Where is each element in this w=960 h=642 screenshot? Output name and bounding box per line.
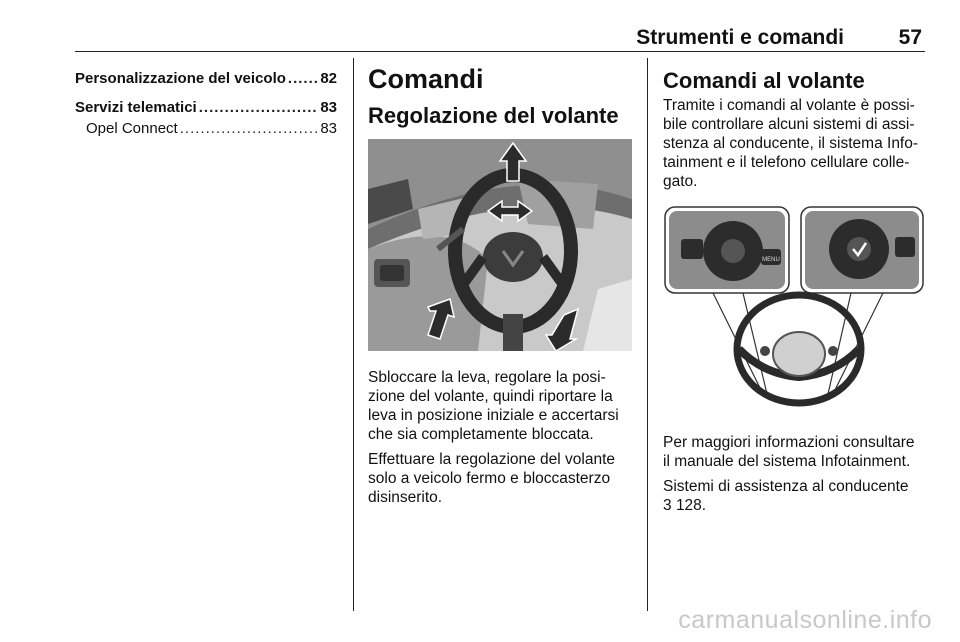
column-divider: [353, 58, 354, 611]
reference-paragraph: [663, 477, 928, 515]
steering-adjustment-column: [368, 62, 638, 507]
toc-leader-dots: [288, 68, 318, 89]
toc-entry-page: 83: [320, 99, 337, 116]
toc-leader-dots: [180, 118, 319, 139]
reference-text: Sistemi di assistenza al conducente: [663, 478, 909, 495]
steering-wheel-controls-illustration: [663, 199, 927, 419]
watermark: carmanualsonline.info: [678, 606, 932, 634]
table-of-contents: [75, 68, 337, 139]
page-reference-number: 128.: [675, 497, 707, 514]
toc-entry[interactable]: [75, 97, 337, 118]
section-heading: Comandi: [368, 64, 484, 94]
toc-entry[interactable]: [75, 118, 337, 139]
column-divider: [647, 58, 648, 611]
menu-button-label: MENU: [762, 257, 780, 263]
subsection-heading: Regolazione del volante: [368, 103, 619, 128]
header-rule: [75, 51, 925, 52]
steering-wheel-adjustment-illustration: [368, 139, 632, 351]
toc-leader-dots: [199, 97, 319, 118]
instruction-paragraph: Sbloccare la leva, regolare la posi- zione del volante, quindi riportare la leva in posizione iniziale e accertarsi che sia completamente bloccata.: [368, 369, 619, 443]
page-reference-arrow-icon: 3: [663, 497, 672, 514]
section-heading: Comandi al volante: [663, 68, 865, 93]
instruction-paragraph: Effettuare la regolazione del volante solo a veicolo fermo e bloccasterzo disinserito.: [368, 451, 616, 506]
intro-paragraph: Tramite i comandi al volante è possi- bile controllare alcuni sistemi di assi- stenza al conducente, il sistema Info- tainment e il telefono cellulare colle- gato.: [663, 97, 919, 190]
section-title: Strumenti e comandi: [636, 26, 844, 49]
toc-entry[interactable]: [75, 68, 337, 89]
toc-entry-page: 83: [320, 120, 337, 137]
toc-entry-title: Personalizzazione del veicolo: [75, 70, 286, 87]
page-number: 57: [898, 26, 922, 49]
page-reference-link[interactable]: [663, 497, 706, 514]
toc-entry-title: Servizi telematici: [75, 99, 197, 116]
toc-entry-title: Opel Connect: [86, 120, 178, 137]
toc-entry-page: 82: [320, 70, 337, 87]
steering-controls-column: [663, 68, 928, 515]
info-paragraph: Per maggiori informazioni consultare il manuale del sistema Infotainment.: [663, 434, 915, 470]
